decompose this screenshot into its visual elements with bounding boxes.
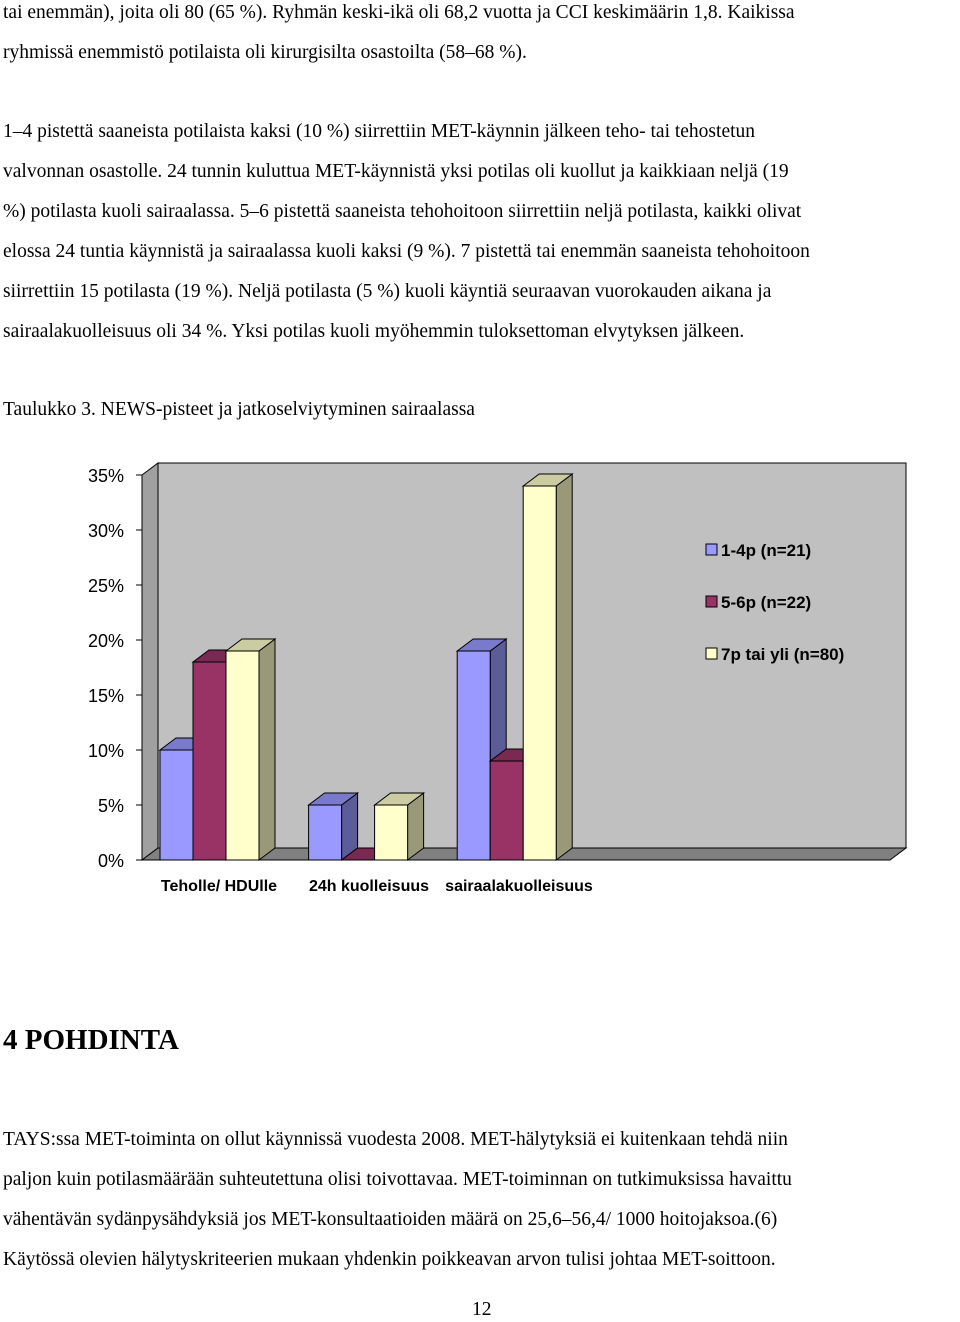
section-heading: 4 POHDINTA (3, 1024, 179, 1056)
x-tick-label: 24h kuolleisuus (308, 878, 430, 895)
bar-side (556, 474, 572, 860)
page-number: 12 (472, 1299, 492, 1320)
text-line: 1–4 pistettä saaneista potilaista kaksi (10 %) siirrettiin MET-käynnin jälkeen teho- tai tehostetun (3, 121, 756, 142)
text-line: %) potilasta kuoli sairaalassa. 5–6 pistettä saaneista tehohoitoon siirrettiin neljä potilasta, kaikki olivat (3, 201, 802, 222)
text-line: ryhmissä enemmistö potilaista oli kirurgisilta osastoilta (58–68 %). (3, 42, 527, 63)
text-line: siirrettiin 15 potilasta (19 %). Neljä potilasta (5 %) kuoli käyntiä seuraavan vuorokauden aikana ja (3, 281, 772, 302)
legend-label: 5-6p (n=22) (721, 593, 812, 612)
text-line: valvonnan osastolle. 24 tunnin kuluttua MET-käynnistä yksi potilas oli kuollut ja kaikkiaan neljä (19 (3, 161, 789, 182)
x-tick-label: sairaalakuolleisuus (445, 878, 593, 895)
legend-swatch (706, 596, 717, 607)
bar (490, 761, 523, 860)
legend-swatch (706, 648, 717, 659)
legend-label: 1-4p (n=21) (721, 541, 812, 560)
y-tick-label: 30% (87, 521, 124, 541)
bar (193, 662, 226, 860)
legend-swatch (706, 544, 717, 555)
table-caption: Taulukko 3. NEWS-pisteet ja jatkoselviytyminen sairaalassa (3, 399, 475, 420)
bar (309, 805, 342, 860)
text-line: Käytössä olevien hälytyskriteerien mukaan yhdenkin poikkeavan arvon tulisi johtaa MET-soittoon. (3, 1249, 776, 1270)
bar-side (259, 639, 275, 860)
bar (523, 486, 556, 860)
y-tick-label: 10% (87, 741, 124, 761)
bar (160, 750, 193, 860)
text-line: paljon kuin potilasmäärään suhteutettuna olisi toivottavaa. MET-toiminnan on tutkimuksissa havaittu (3, 1169, 792, 1190)
text-line: TAYS:ssa MET-toiminta on ollut käynnissä vuodesta 2008. MET-hälytyksiä ei kuitenkaan tehdä niin (3, 1129, 788, 1150)
bar (457, 651, 490, 860)
text-line: elossa 24 tuntia käynnistä ja sairaalassa kuoli kaksi (9 %). 7 pistettä tai enemmän saaneista tehohoitoon (3, 241, 810, 262)
y-tick-label: 15% (87, 686, 124, 706)
y-tick-label: 35% (87, 466, 124, 486)
text-line: vähentävän sydänpysähdyksiä jos MET-konsultaatioiden määrä on 25,6–56,4/ 1000 hoitojaksoa.(6) (3, 1209, 778, 1230)
y-tick-label: 20% (87, 631, 124, 651)
y-tick-label: 5% (97, 796, 124, 816)
y-tick-label: 25% (87, 576, 124, 596)
legend-label: 7p tai yli (n=80) (721, 645, 845, 664)
text-line: sairaalakuolleisuus oli 34 %. Yksi potilas kuoli myöhemmin tuloksettoman elvytyksen jälkeen. (3, 321, 745, 342)
bar-chart (0, 440, 960, 910)
x-tick-label: Teholle/ HDUlle (160, 878, 278, 895)
chart-side-wall (142, 463, 158, 860)
bar (226, 651, 259, 860)
bar (375, 805, 408, 860)
text-line: tai enemmän), joita oli 80 (65 %). Ryhmän keski-ikä oli 68,2 vuotta ja CCI keskimäärin 1,8. Kaikissa (3, 2, 795, 23)
y-tick-label: 0% (97, 851, 124, 871)
